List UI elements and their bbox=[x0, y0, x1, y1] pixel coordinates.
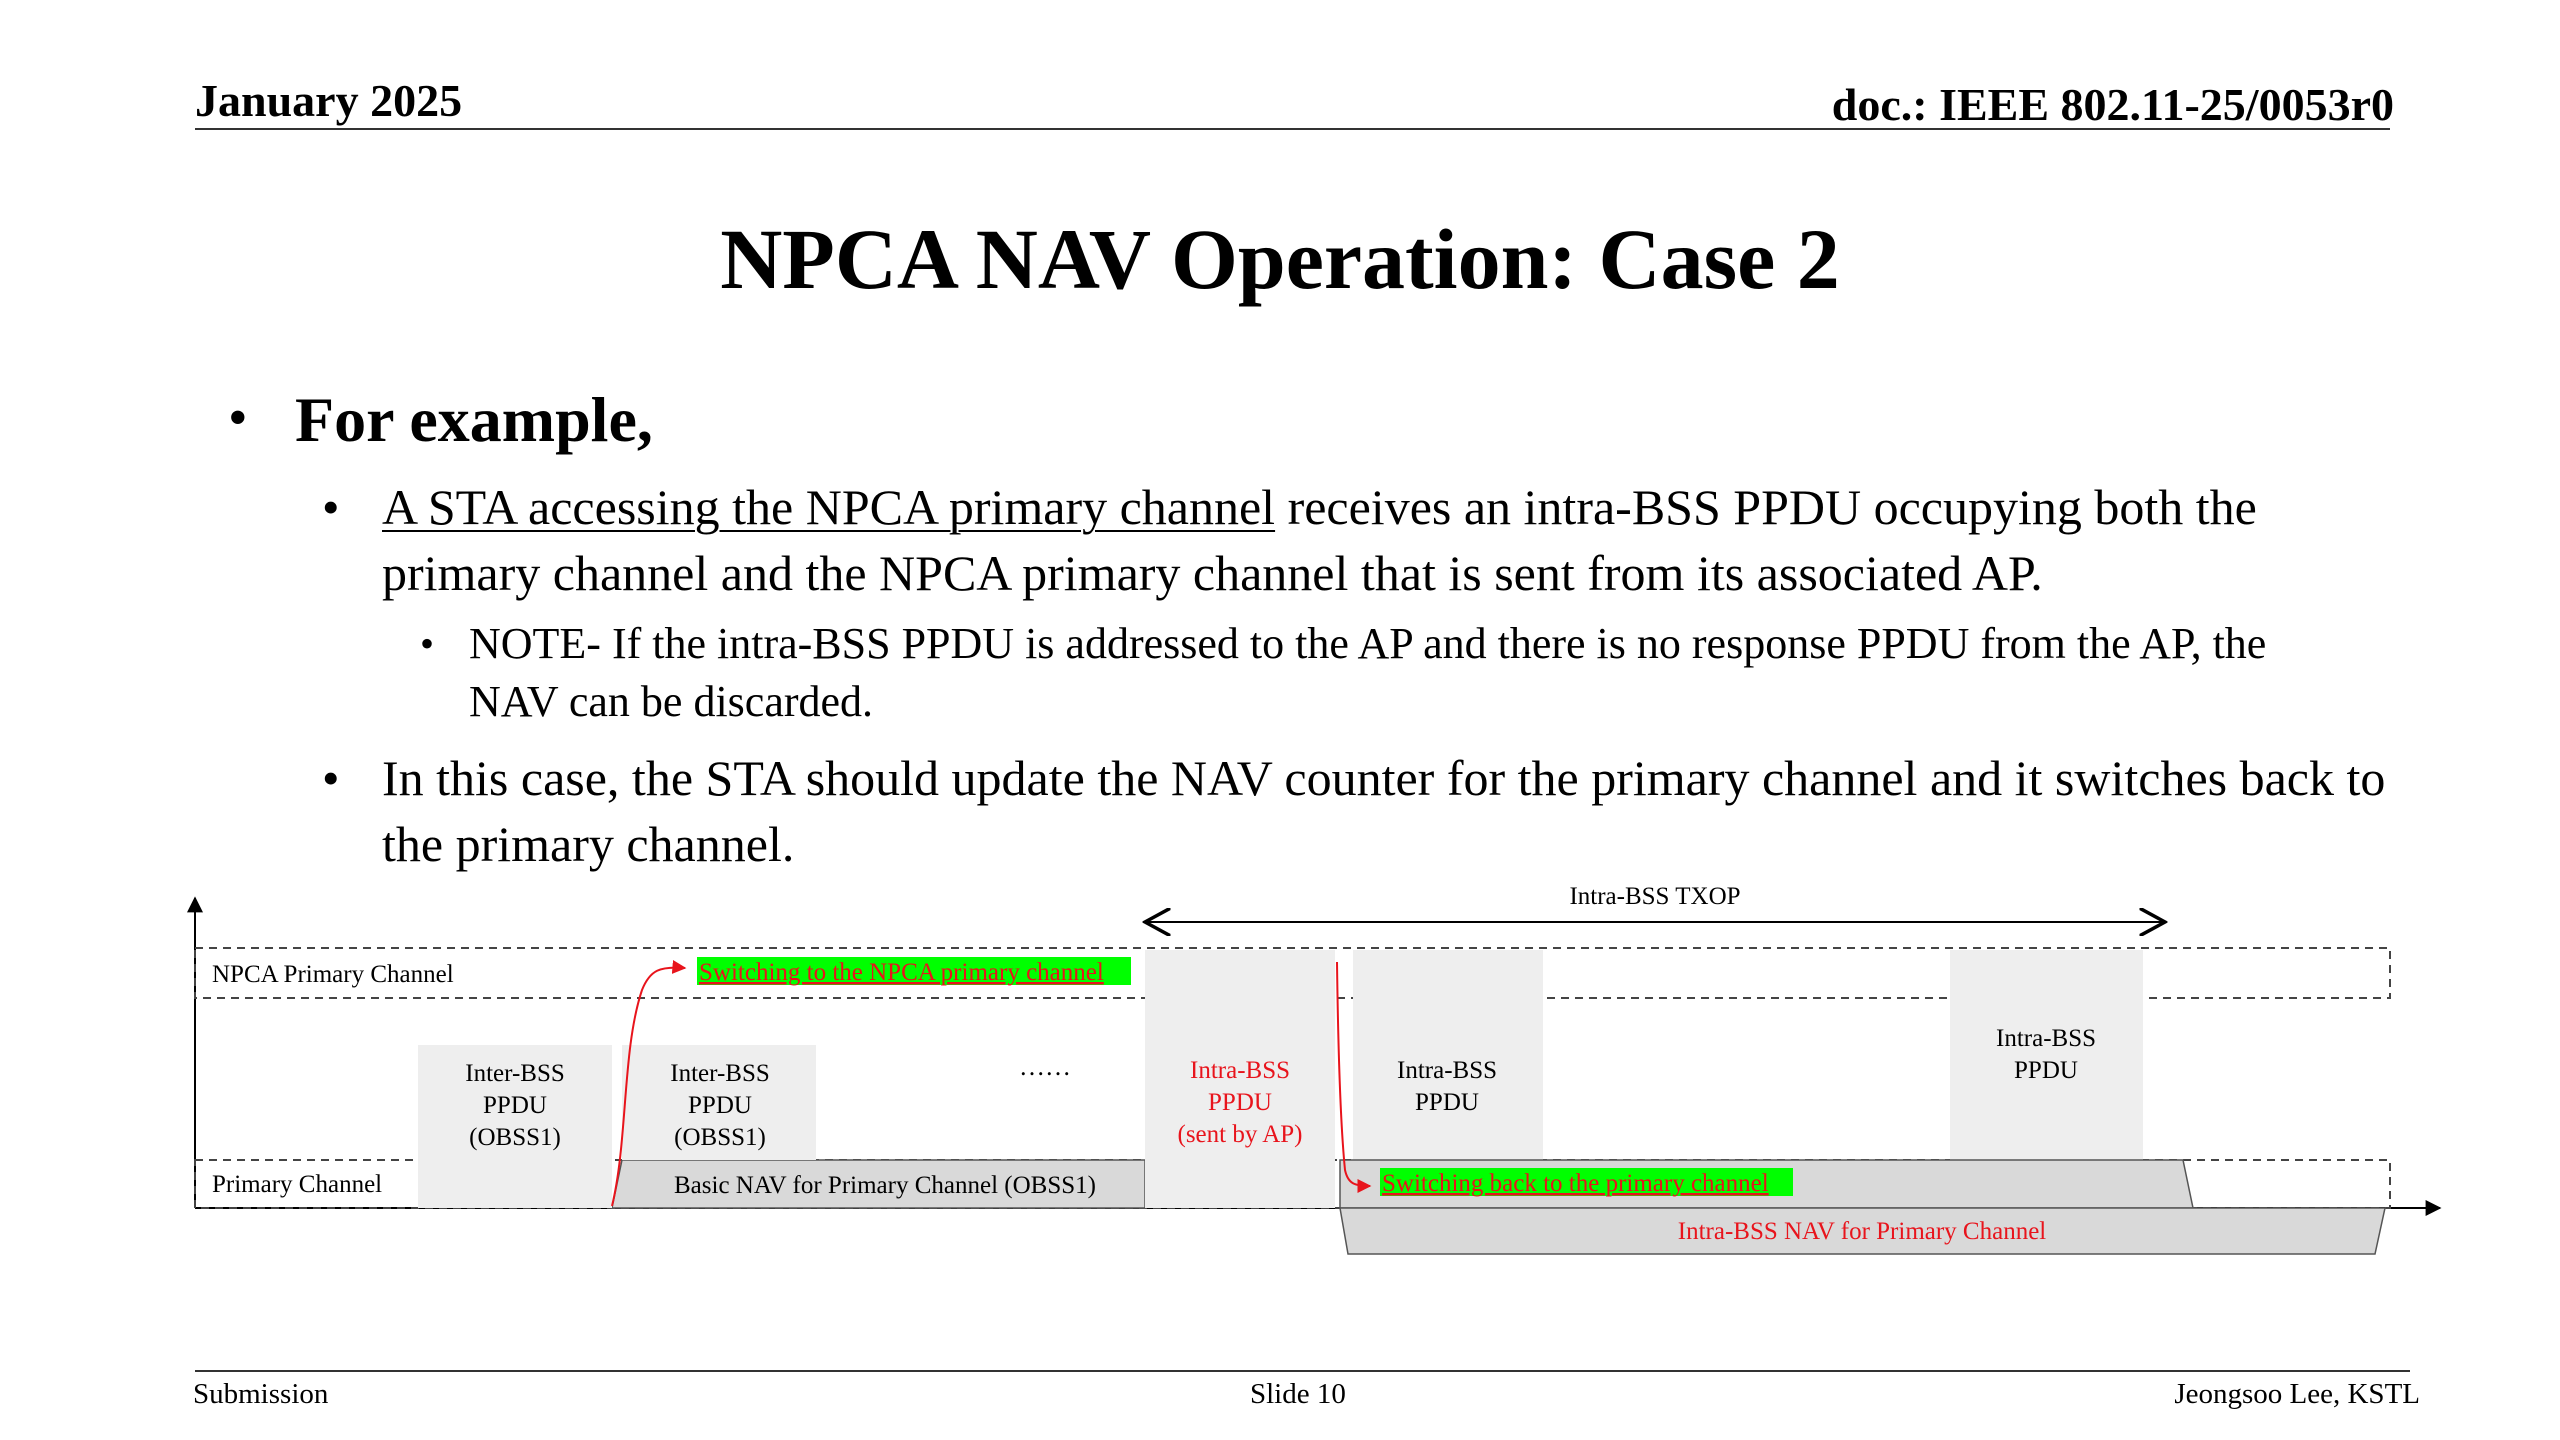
bullet-level3-note: NOTE- If the intra-BSS PPDU is addressed to the AP and there is no response PPDU from the AP, the NAV can be discarded. bbox=[469, 619, 2267, 726]
switch-back-label: Switching back to the primary channel bbox=[1382, 1170, 1769, 1197]
intra-bss-ppdu-3 bbox=[1950, 950, 2143, 1160]
bullet-level1: For example, bbox=[295, 384, 653, 455]
header-doc-id: doc.: IEEE 802.11-25/0053r0 bbox=[1831, 79, 2394, 130]
ellipsis: …… bbox=[1019, 1052, 1071, 1081]
inter-bss-ppdu-2 bbox=[622, 1045, 816, 1160]
bullet-dot: • bbox=[228, 387, 248, 449]
bullet-dot: • bbox=[322, 750, 340, 806]
footer-slide-number: Slide 10 bbox=[1250, 1378, 1346, 1410]
ppdu-line: Intra-BSS bbox=[1190, 1057, 1290, 1084]
ppdu-line: PPDU bbox=[688, 1092, 752, 1119]
switch-to-npca-label: Switching to the NPCA primary channel bbox=[699, 959, 1104, 986]
ppdu-line: PPDU bbox=[1415, 1089, 1479, 1116]
ppdu-line: Intra-BSS bbox=[1996, 1025, 2096, 1052]
ppdu-line: (OBSS1) bbox=[469, 1124, 561, 1151]
basic-nav-label: Basic NAV for Primary Channel (OBSS1) bbox=[674, 1172, 1096, 1199]
bullet-text: receives an intra-BSS PPDU occupying both the primary channel and the NPCA primary channel that is sent from its associated AP. bbox=[382, 479, 2257, 601]
underlined-phrase: A STA accessing the NPCA primary channel bbox=[382, 479, 1276, 535]
bullet-level2-update-nav: In this case, the STA should update the NAV counter for the primary channel and it switches back to the primary channel. bbox=[382, 750, 2386, 872]
slide-title: NPCA NAV Operation: Case 2 bbox=[720, 211, 1840, 307]
ppdu-line: (OBSS1) bbox=[674, 1124, 766, 1151]
ppdu-line: Inter-BSS bbox=[465, 1060, 565, 1087]
ppdu-line: PPDU bbox=[483, 1092, 547, 1119]
intra-bss-ppdu-2 bbox=[1353, 950, 1543, 1160]
bullet-dot: • bbox=[322, 479, 340, 535]
ppdu-line: Inter-BSS bbox=[670, 1060, 770, 1087]
ppdu-line: PPDU bbox=[1208, 1089, 1272, 1116]
ppdu-line: (sent by AP) bbox=[1177, 1121, 1303, 1148]
footer-submission: Submission bbox=[193, 1378, 329, 1410]
bullet-dot: • bbox=[420, 621, 435, 666]
footer-author: Jeongsoo Lee, KSTL bbox=[2174, 1378, 2420, 1410]
header-date: January 2025 bbox=[195, 75, 463, 126]
primary-channel-label: Primary Channel bbox=[212, 1171, 383, 1198]
inter-bss-ppdu-1 bbox=[418, 1045, 612, 1208]
ppdu-line: PPDU bbox=[2014, 1057, 2078, 1084]
ppdu-line: Intra-BSS bbox=[1397, 1057, 1497, 1084]
intra-bss-nav-label: Intra-BSS NAV for Primary Channel bbox=[1677, 1218, 2047, 1245]
npca-channel-label: NPCA Primary Channel bbox=[212, 961, 454, 988]
intra-bss-ppdu-ap bbox=[1145, 950, 1335, 1208]
footer-rule bbox=[195, 1370, 2410, 1372]
txop-label: Intra-BSS TXOP bbox=[1569, 883, 1741, 910]
